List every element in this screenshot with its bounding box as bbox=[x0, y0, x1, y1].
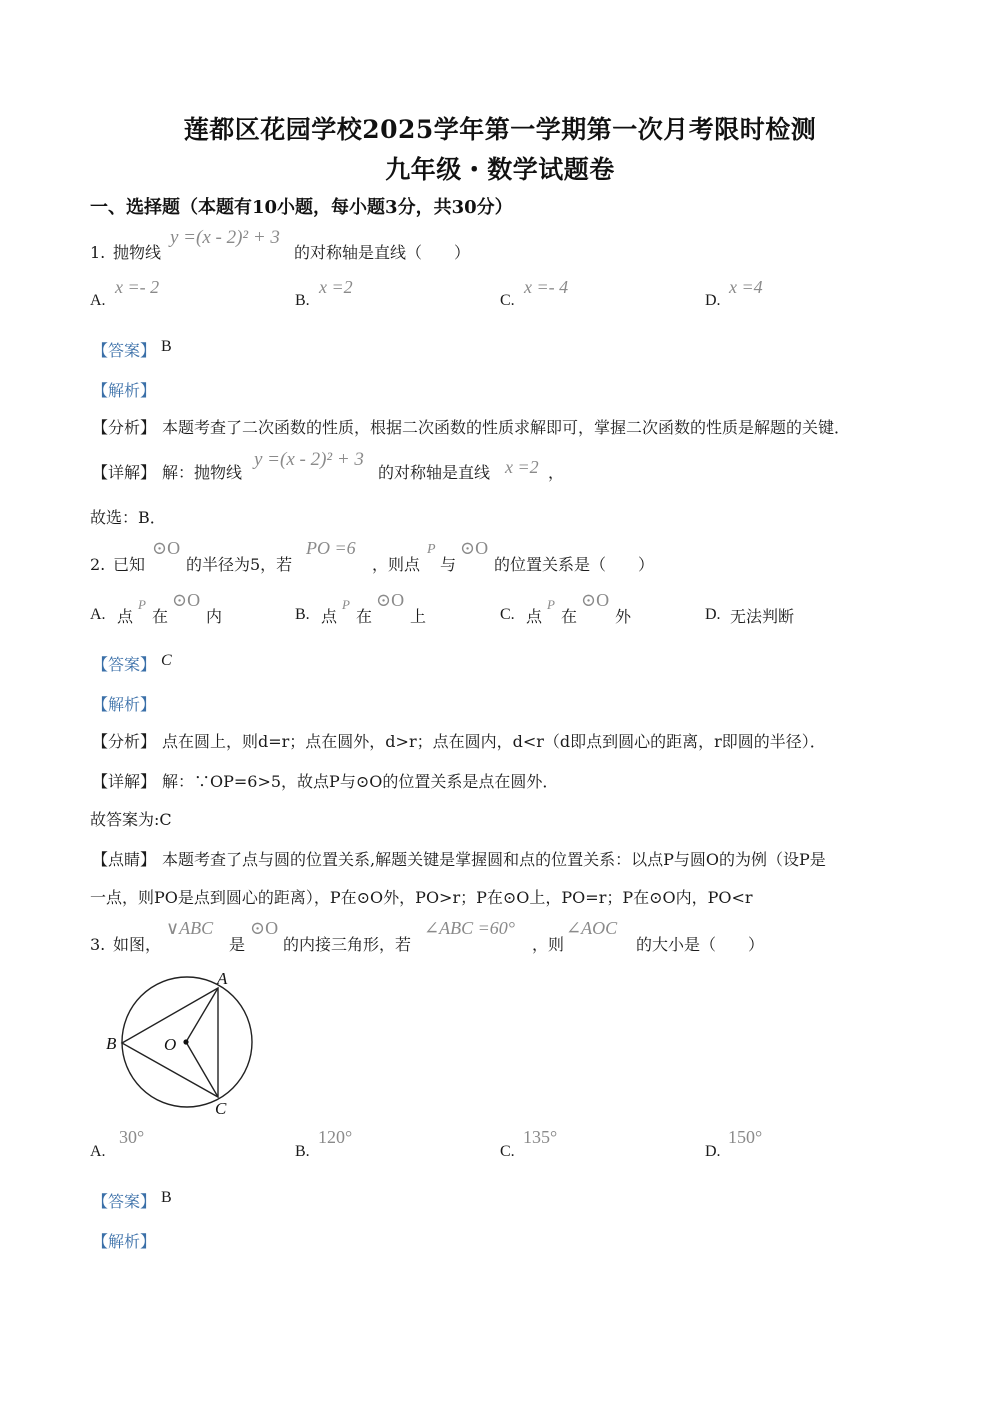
dianjing-text-line1: 本题考查了点与圆的位置关系,解题关键是掌握圆和点的位置关系：以点P与圆O的为例（设P是 bbox=[162, 850, 826, 869]
segment-oa bbox=[186, 988, 218, 1042]
circle-o-symbol: ⊙O bbox=[376, 590, 405, 610]
option-b-letter: B. bbox=[295, 606, 310, 623]
option-b-value: x =2 bbox=[319, 277, 353, 297]
xiangjie-suffix: ， bbox=[548, 463, 565, 482]
point-label-b: B bbox=[106, 1034, 117, 1053]
option-b-text: 点 bbox=[321, 607, 338, 626]
dianjing-text-line2: 一点，则PO是点到圆心的距离），P在⊙O外，PO>r；P在⊙O上，PO=r；P在⊙O内，PO<r bbox=[90, 888, 753, 907]
option-c-letter: C. bbox=[500, 606, 515, 623]
circle-triangle-figure bbox=[100, 965, 270, 1120]
stem-text: ，则点 bbox=[372, 555, 421, 574]
option-c-value: x =- 4 bbox=[524, 277, 569, 297]
angle-abc: ∠ABC =60° bbox=[424, 918, 515, 938]
stem-text: 的内接三角形，若 bbox=[283, 935, 412, 954]
math-formula: y =(x - 2)² + 3 bbox=[254, 449, 364, 470]
stem-text: 是 bbox=[229, 935, 246, 954]
answer-label: 【答案】 bbox=[92, 341, 157, 360]
option-a-letter: A. bbox=[90, 292, 106, 309]
circle-o-symbol: ⊙O bbox=[460, 538, 489, 558]
angle-aoc: ∠AOC bbox=[566, 918, 618, 938]
option-b-value: 120° bbox=[318, 1127, 353, 1147]
fenxi-label: 【分析】 bbox=[92, 418, 157, 437]
figure-geometry bbox=[122, 977, 252, 1107]
option-d-value: 150° bbox=[728, 1127, 763, 1147]
question-stem-suffix: 的对称轴是直线（ ） bbox=[294, 243, 471, 262]
point-label-c: C bbox=[215, 1099, 227, 1118]
exam-title-line2: 九年级・数学试题卷 bbox=[385, 155, 615, 184]
math-formula: PO =6 bbox=[306, 538, 356, 558]
option-c-value: 135° bbox=[523, 1127, 558, 1147]
question-number: 3. bbox=[90, 935, 106, 954]
point-p: P bbox=[138, 597, 146, 612]
stem-text: 的半径为5，若 bbox=[186, 555, 293, 574]
option-c-letter: C. bbox=[500, 1143, 515, 1160]
fenxi-label: 【分析】 bbox=[92, 732, 157, 751]
circle-o-symbol: ⊙O bbox=[172, 590, 201, 610]
xiangjie-mid: 的对称轴是直线 bbox=[378, 463, 491, 482]
center-dot bbox=[183, 1039, 188, 1044]
option-a-text: 内 bbox=[206, 607, 223, 626]
stem-text: 已知 bbox=[113, 555, 146, 574]
stem-text: 与 bbox=[440, 555, 457, 574]
option-a-value: 30° bbox=[119, 1127, 145, 1147]
option-a-letter: A. bbox=[90, 1143, 106, 1160]
xiangjie-text: 解：∵OP=6>5，故点P与⊙O的位置关系是点在圆外． bbox=[162, 772, 559, 791]
question-stem-prefix: 抛物线 bbox=[113, 243, 162, 262]
analysis-label: 【解析】 bbox=[92, 695, 157, 714]
option-a-value: x =- 2 bbox=[115, 277, 160, 297]
option-d-text: 无法判断 bbox=[730, 607, 795, 626]
conclusion: 故选：B． bbox=[90, 508, 166, 527]
option-a-text: 在 bbox=[152, 607, 169, 626]
triangle-abc: ∨ABC bbox=[166, 918, 214, 938]
answer-value: B bbox=[161, 338, 172, 355]
option-c-text: 在 bbox=[561, 607, 578, 626]
answer-label: 【答案】 bbox=[92, 655, 157, 674]
stem-text: 如图， bbox=[113, 935, 162, 954]
answer-label: 【答案】 bbox=[92, 1192, 157, 1211]
xiangjie-label: 【详解】 bbox=[92, 463, 157, 482]
option-b-letter: B. bbox=[295, 1143, 310, 1160]
analysis-label: 【解析】 bbox=[92, 1232, 157, 1251]
dianjing-label: 【点睛】 bbox=[92, 850, 157, 869]
answer-value: B bbox=[161, 1189, 172, 1206]
option-b-text: 上 bbox=[410, 607, 427, 626]
fenxi-text: 本题考查了二次函数的性质，根据二次函数的性质求解即可，掌握二次函数的性质是解题的关键． bbox=[162, 418, 851, 437]
point-p: P bbox=[342, 597, 350, 612]
option-d-value: x =4 bbox=[729, 277, 763, 297]
stem-text: ，则 bbox=[532, 935, 565, 954]
circle-o-symbol: ⊙O bbox=[581, 590, 610, 610]
circle-o-symbol: ⊙O bbox=[152, 538, 181, 558]
option-c-text: 点 bbox=[526, 607, 543, 626]
option-b-text: 在 bbox=[356, 607, 373, 626]
point-label-o: O bbox=[164, 1035, 177, 1054]
conclusion: 故答案为:C bbox=[90, 810, 172, 829]
xiangjie-prefix: 解：抛物线 bbox=[162, 463, 243, 482]
section-heading: 一、选择题（本题有10小题，每小题3分，共30分） bbox=[90, 197, 513, 218]
answer-value: C bbox=[161, 652, 172, 669]
point-p: P bbox=[427, 542, 436, 557]
option-c-letter: C. bbox=[500, 292, 515, 309]
math-formula: y =(x - 2)² + 3 bbox=[170, 227, 280, 248]
option-a-letter: A. bbox=[90, 606, 106, 623]
point-label-a: A bbox=[217, 969, 228, 988]
option-c-text: 外 bbox=[615, 607, 632, 626]
fenxi-text: 点在圆上，则d=r；点在圆外，d>r；点在圆内，d<r（d即点到圆心的距离，r即圆的半径）． bbox=[162, 732, 826, 751]
question-number: 2. bbox=[90, 555, 106, 574]
analysis-label: 【解析】 bbox=[92, 381, 157, 400]
stem-text: 的大小是（ ） bbox=[636, 935, 765, 954]
option-d-letter: D. bbox=[705, 606, 721, 623]
option-d-letter: D. bbox=[705, 1143, 721, 1160]
math-formula: x =2 bbox=[505, 457, 539, 477]
question-number: 1. bbox=[90, 243, 106, 262]
exam-title-line1: 莲都区花园学校2025学年第一学期第一次月考限时检测 bbox=[183, 115, 817, 144]
option-b-letter: B. bbox=[295, 292, 310, 309]
option-d-letter: D. bbox=[705, 292, 721, 309]
stem-text: 的位置关系是（ ） bbox=[494, 555, 655, 574]
point-p: P bbox=[547, 597, 555, 612]
option-a-text: 点 bbox=[117, 607, 134, 626]
xiangjie-label: 【详解】 bbox=[92, 772, 157, 791]
circle-o-symbol: ⊙O bbox=[250, 918, 279, 938]
